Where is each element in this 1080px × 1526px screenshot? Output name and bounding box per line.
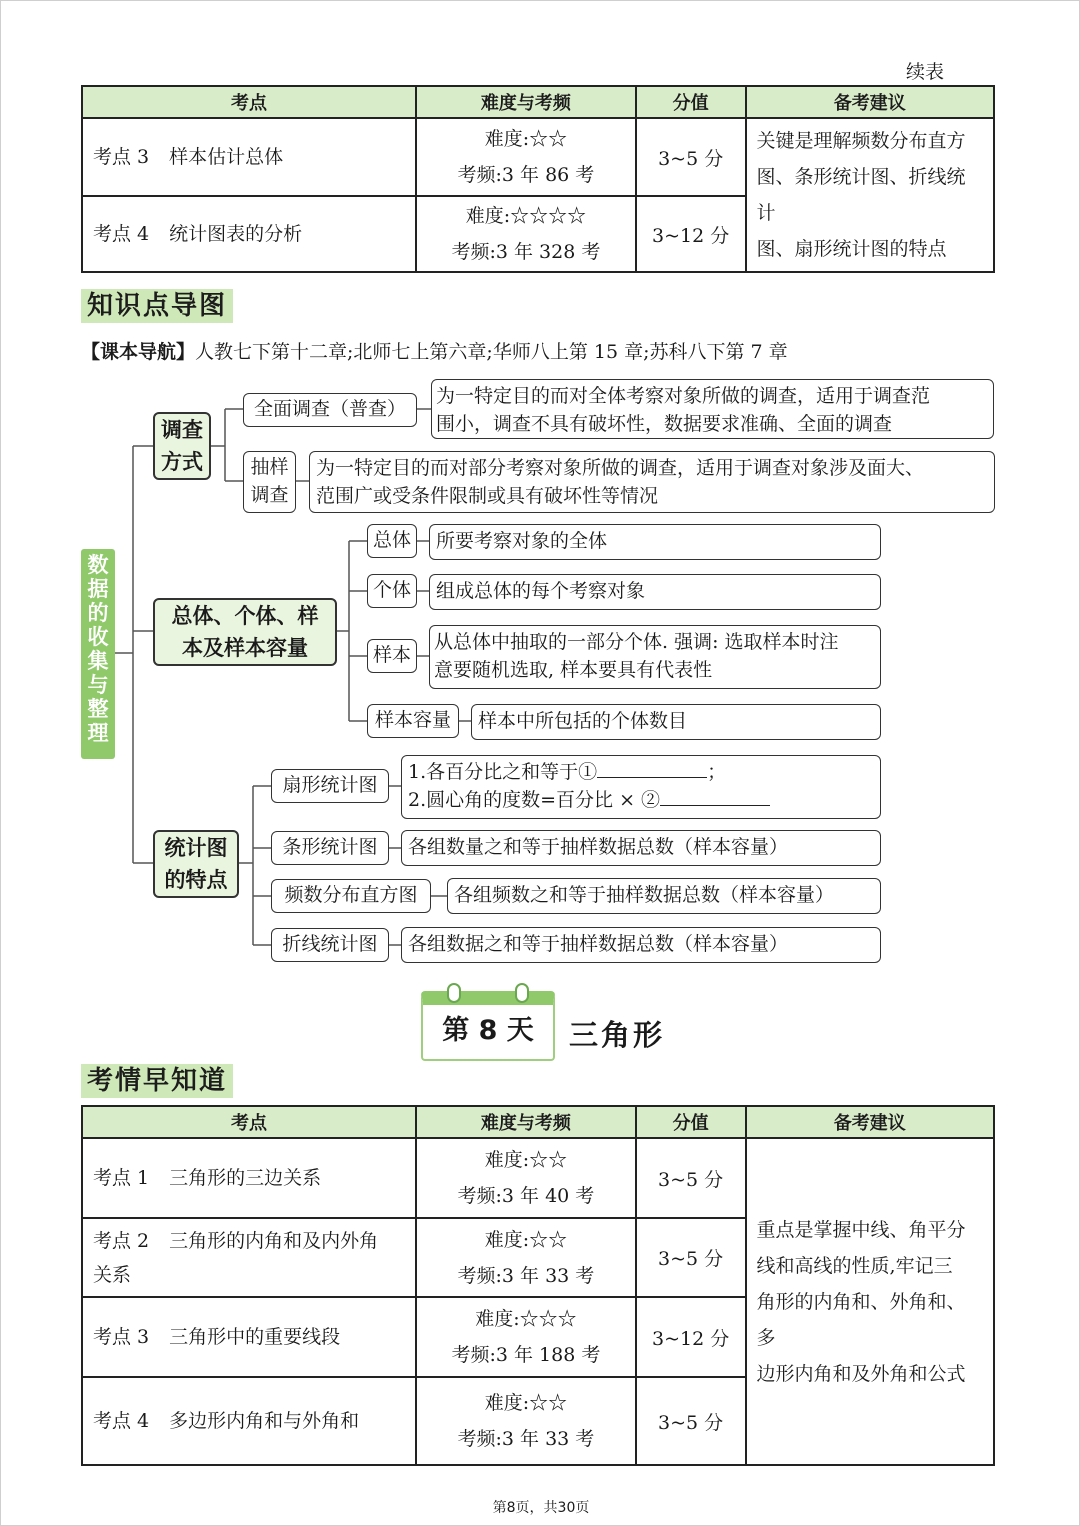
- header-advice: 备考建议: [746, 1106, 994, 1138]
- bar-chart-desc: 各组数量之和等于抽样数据总数（样本容量）: [401, 830, 881, 866]
- score-cell: 3~5 分: [636, 1377, 746, 1465]
- score-cell: 3~5 分: [636, 1138, 746, 1218]
- advice-cell: 重点是掌握中线、角平分 线和高线的性质,牢记三 角形的内角和、外角和、多 边形内角和及外角和公式: [746, 1138, 994, 1465]
- sampling-label: 抽样 调查: [243, 451, 296, 513]
- answer-blank-2[interactable]: [660, 805, 770, 806]
- point-cell: 考点 3 样本估计总体: [82, 118, 416, 196]
- census-label: 全面调查（普查）: [243, 393, 417, 427]
- score-cell: 3~5 分: [636, 1218, 746, 1297]
- difficulty-cell: 难度:☆☆☆☆ 考频:3 年 328 考: [416, 196, 636, 272]
- population-item-label: 总体: [367, 524, 417, 558]
- difficulty-cell: 难度:☆☆ 考频:3 年 33 考: [416, 1218, 636, 1297]
- header-score: 分值: [636, 86, 746, 118]
- table-header-row: [82, 1106, 994, 1138]
- sample-size-label: 样本容量: [367, 704, 459, 738]
- difficulty-cell: 难度:☆☆☆ 考频:3 年 188 考: [416, 1297, 636, 1377]
- difficulty-cell: 难度:☆☆ 考频:3 年 33 考: [416, 1377, 636, 1465]
- exam-section-title: 考情早知道: [81, 1064, 233, 1098]
- point-cell: 考点 1 三角形的三边关系: [82, 1138, 416, 1218]
- pie-chart-desc: 1.各百分比之和等于① ； 2.圆心角的度数=百分比 × ②: [401, 755, 881, 819]
- header-difficulty: 难度与考频: [416, 86, 636, 118]
- point-cell: 考点 2 三角形的内角和及内外角 关系: [82, 1218, 416, 1297]
- score-cell: 3~12 分: [636, 1297, 746, 1377]
- textbook-navigation: 【课本导航】人教七下第十二章;北师七上第六章;华师八上第 15 章;苏科八下第 7 章: [81, 341, 788, 363]
- point-cell: 考点 4 统计图表的分析: [82, 196, 416, 272]
- histogram-desc: 各组频数之和等于抽样数据总数（样本容量）: [447, 878, 881, 914]
- chart-features-node: 统计图 的特点: [153, 830, 239, 898]
- bar-chart-label: 条形统计图: [271, 831, 389, 865]
- census-description: 为一特定目的而对全体考察对象所做的调查，适用于调查范 围小，调查不具有破坏性，数据要求准确、全面的调查: [431, 379, 994, 439]
- individual-item-desc: 组成总体的每个考察对象: [429, 574, 881, 610]
- day-badge: 第 8 天: [421, 991, 555, 1061]
- header-point: 考点: [82, 86, 416, 118]
- page-footer: 第8页，共30页: [492, 1500, 590, 1516]
- calendar-ring-icon: [447, 983, 461, 1003]
- day-title: 三角形: [569, 1018, 666, 1052]
- continued-label: 续表: [906, 61, 945, 83]
- knowledge-map-title: 知识点导图: [81, 289, 233, 323]
- sampling-description: 为一特定目的而对部分考察对象所做的调查，适用于调查对象涉及面大、 范围广或受条件限制或具有破坏性等情况: [309, 451, 995, 513]
- population-sample-node: 总体、个体、样 本及样本容量: [153, 598, 337, 666]
- header-score: 分值: [636, 1106, 746, 1138]
- table-row: [82, 1138, 994, 1218]
- advice-cell: 关键是理解频数分布直方 图、条形统计图、折线统计 图、扇形统计图的特点: [746, 118, 994, 272]
- calendar-ring-icon: [515, 983, 529, 1003]
- line-chart-desc: 各组数据之和等于抽样数据总数（样本容量）: [401, 927, 881, 963]
- difficulty-cell: 难度:☆☆ 考频:3 年 86 考: [416, 118, 636, 196]
- mindmap-root: 数 据 的 收 集 与 整 理: [81, 549, 115, 759]
- point-cell: 考点 3 三角形中的重要线段: [82, 1297, 416, 1377]
- score-cell: 3~12 分: [636, 196, 746, 272]
- pie-chart-label: 扇形统计图: [271, 769, 389, 803]
- sample-size-desc: 样本中所包括的个体数目: [471, 704, 881, 740]
- sample-item-label: 样本: [367, 639, 417, 673]
- histogram-label: 频数分布直方图: [271, 879, 431, 913]
- header-advice: 备考建议: [746, 86, 994, 118]
- score-cell: 3~5 分: [636, 118, 746, 196]
- difficulty-cell: 难度:☆☆ 考频:3 年 40 考: [416, 1138, 636, 1218]
- exam-points-table-2: [81, 1105, 995, 1466]
- header-point: 考点: [82, 1106, 416, 1138]
- population-item-desc: 所要考察对象的全体: [429, 524, 881, 560]
- sample-item-desc: 从总体中抽取的一部分个体. 强调: 选取样本时注 意要随机选取, 样本要具有代表性: [429, 625, 881, 689]
- individual-item-label: 个体: [367, 574, 417, 608]
- answer-blank-1[interactable]: [597, 777, 707, 778]
- line-chart-label: 折线统计图: [271, 928, 389, 962]
- point-cell: 考点 4 多边形内角和与外角和: [82, 1377, 416, 1465]
- header-difficulty: 难度与考频: [416, 1106, 636, 1138]
- survey-methods-node: 调查 方式: [153, 412, 211, 480]
